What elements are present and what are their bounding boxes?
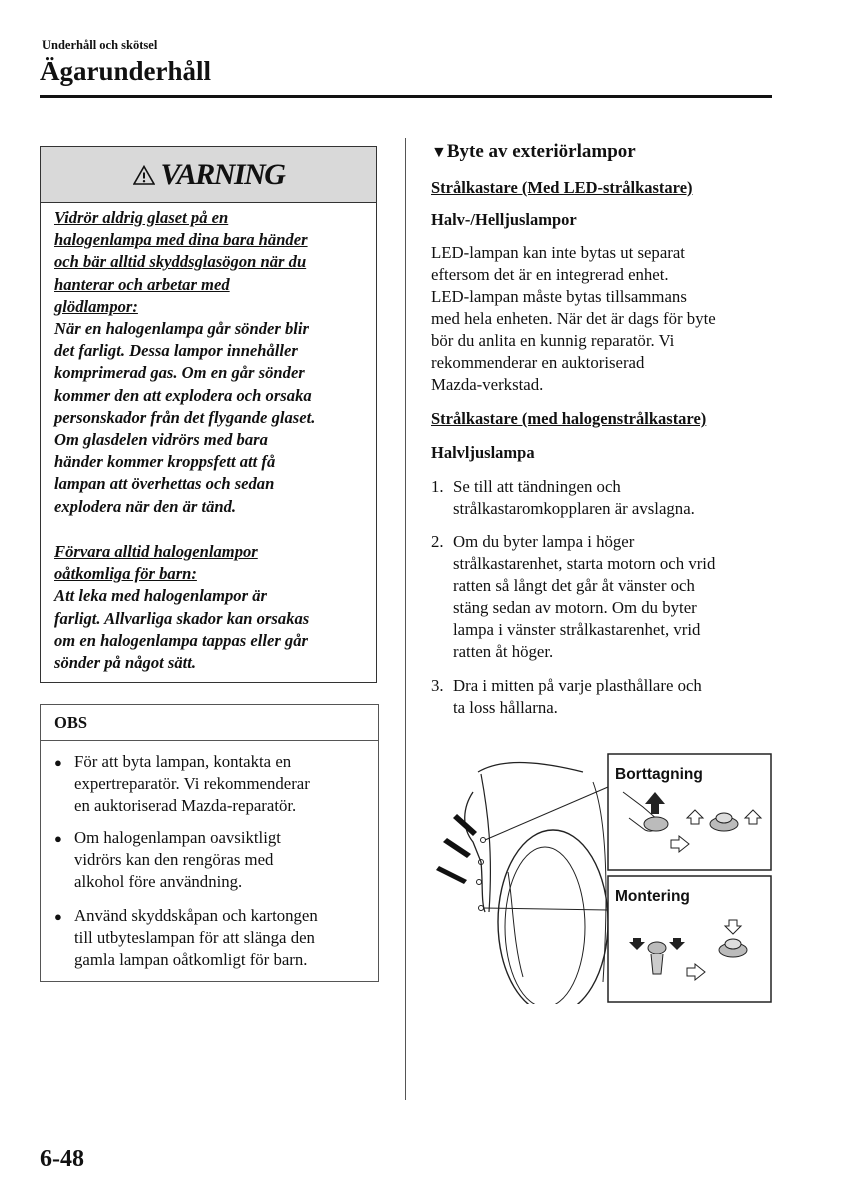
bullet-icon: ●: [54, 909, 62, 924]
warning-body-line: farligt. Allvarliga skador kan orsakas: [54, 608, 310, 628]
list-item: För att byta lampan, kontakta en expertreparatör. Vi rekommenderar en auktoriserad Mazda-reparatör.: [74, 752, 310, 815]
subheading-halogen: Strålkastare (med halogenstrålkastare): [431, 409, 707, 428]
subheading-led-lamps: Halv-/Helljuslampor: [431, 210, 577, 229]
warning-body-line: om en halogenlampa tappas eller går: [54, 630, 308, 650]
warning-body-line: explodera när den är tänd.: [54, 496, 237, 516]
warning-body-line: det farligt. Dessa lampor innehåller: [54, 341, 298, 361]
list-item: Om halogenlampan oavsiktligt vidrörs kan den rengöras med alkohol före användning.: [74, 828, 281, 891]
bullet-icon: ●: [54, 755, 62, 770]
header-rule: [40, 95, 772, 98]
warning-title: VARNING: [160, 157, 285, 191]
label-installation: Montering: [615, 888, 690, 905]
warning-body-line: sönder på något sätt.: [54, 653, 196, 673]
warning-heading-line: och bär alltid skyddsglasögon när du: [54, 252, 307, 272]
warning-body-line: händer kommer kroppsfett att få: [54, 452, 276, 472]
bullet-icon: ●: [54, 831, 62, 846]
warning-header: [41, 147, 376, 203]
warning-body-line: komprimerad gas. Om en går sönder: [54, 363, 305, 383]
obs-box: [40, 704, 379, 982]
warning-paragraph-2: [54, 541, 372, 674]
step-number: 3.: [431, 676, 444, 695]
step-text: Se till att tändningen och strålkastaromkopplaren är avslagna.: [453, 477, 695, 518]
led-description: LED-lampan kan inte bytas ut separat eftersom det är en integrerad enhet. LED-lampan måste bytas tillsammans med hela enheten. När det är dags för byte bör du anlita en kunnig reparatör. Vi rekommenderar en auktoriserad Mazda-verkstad.: [431, 243, 716, 394]
warning-body-line: När en halogenlampa går sönder blir: [54, 319, 309, 339]
breadcrumb: Underhåll och skötsel: [42, 38, 158, 52]
obs-header: [41, 705, 378, 741]
label-removal: Borttagning: [615, 766, 703, 783]
warning-triangle-icon: [133, 165, 155, 185]
obs-title: OBS: [54, 713, 88, 732]
page-title: Ägarunderhåll: [40, 56, 212, 86]
column-divider: [405, 138, 406, 1100]
list-item: Använd skyddskåpan och kartongen till utbyteslampan för att slänga den gamla lampan oåtkomligt för barn.: [74, 906, 318, 969]
warning-heading-line: glödlampor:: [54, 296, 138, 316]
warning-paragraph-1: [54, 207, 372, 518]
section-heading: ▼Byte av exteriörlampor: [431, 141, 636, 162]
warning-heading-line: Vidrör aldrig glaset på en: [54, 208, 229, 227]
step-number: 1.: [431, 477, 444, 496]
fender-illustration: [433, 752, 773, 1004]
fender-clip-figure: [433, 752, 773, 1004]
subheading-led: Strålkastare (Med LED-strålkastare): [431, 178, 693, 197]
warning-heading-line: oåtkomliga för barn:: [54, 564, 197, 584]
step-text: Dra i mitten på varje plasthållare och ta loss hållarna.: [453, 676, 702, 717]
warning-body-line: Att leka med halogenlampor är: [54, 586, 267, 606]
subheading-halogen-lamp: Halvljuslampa: [431, 443, 535, 462]
triangle-down-icon: ▼: [431, 144, 447, 161]
warning-body-line: Om glasdelen vidrörs med bara: [54, 430, 268, 450]
warning-body-line: kommer den att explodera och orsaka: [54, 385, 312, 405]
warning-heading-line: halogenlampa med dina bara händer: [54, 230, 308, 250]
step-number: 2.: [431, 532, 444, 551]
step-text: Om du byter lampa i höger strålkastarenhet, starta motorn och vrid ratten så långt det går åt vänster och stäng sedan av motorn. Om du byter lampa i vänster strålkastarenhet, vrid ratten åt höger.: [453, 532, 716, 661]
warning-heading-line: hanterar och arbetar med: [54, 274, 230, 294]
warning-body-line: personskador från det flygande glaset.: [54, 407, 316, 427]
warning-box: [40, 146, 377, 683]
page-number: 6-48: [40, 1146, 84, 1172]
warning-heading-line: Förvara alltid halogenlampor: [54, 542, 258, 561]
warning-body-line: lampan att överhettas och sedan: [54, 474, 275, 494]
